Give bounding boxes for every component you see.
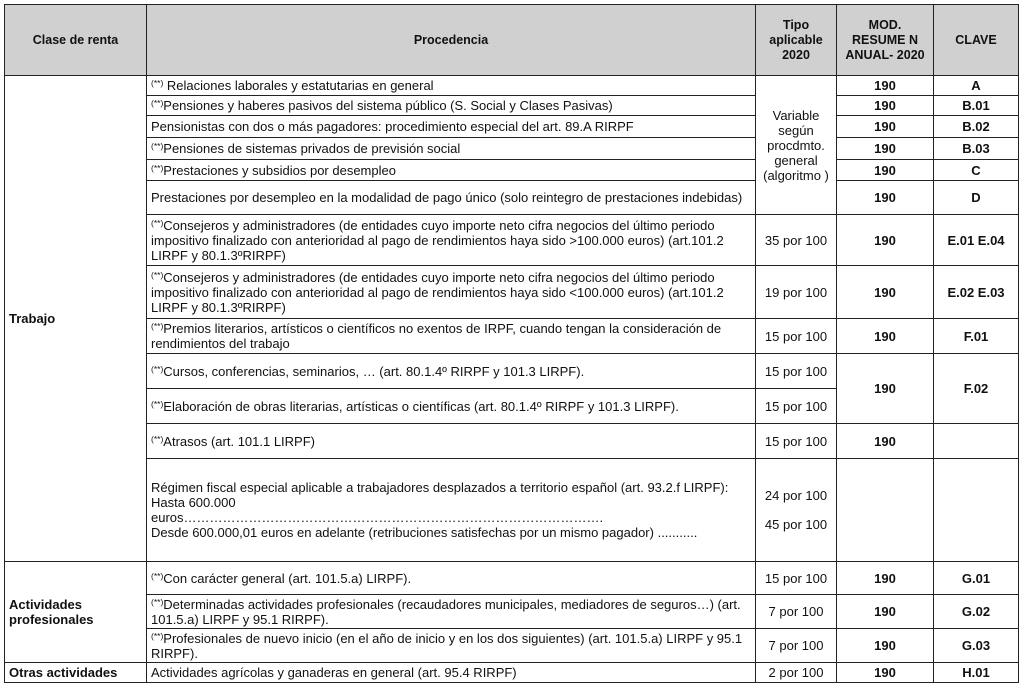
procedencia-cell: (**)Determinadas actividades profesionales (recaudadores municipales, mediadores de seguros…) (art. 101.5.a) LIRPF y 95.1 RIRPF).	[147, 595, 756, 629]
mod-cell: 190	[837, 116, 934, 138]
clave-cell: F.02	[934, 354, 1019, 424]
clave-cell: C	[934, 160, 1019, 181]
withholding-table	[4, 4, 1019, 683]
mod-cell: 190	[837, 181, 934, 215]
tipo-cell: 15 por 100	[756, 424, 837, 459]
procedencia-cell: Actividades agrícolas y ganaderas en general (art. 95.4 RIRPF)	[147, 663, 756, 683]
mod-cell: 190	[837, 663, 934, 683]
procedencia-cell: Pensionistas con dos o más pagadores: procedimiento especial del art. 89.A RIRPF	[147, 116, 756, 138]
footnote-marker: (**)	[151, 162, 164, 173]
tipo-cell: 15 por 100	[756, 562, 837, 595]
procedencia-cell: (**)Con carácter general (art. 101.5.a) LIRPF).	[147, 562, 756, 595]
clave-cell: G.02	[934, 595, 1019, 629]
procedencia-cell: Prestaciones por desempleo en la modalidad de pago único (solo reintegro de prestaciones indebidas)	[147, 181, 756, 215]
table-row	[5, 96, 1019, 116]
table-row	[5, 160, 1019, 181]
procedencia-cell: Régimen fiscal especial aplicable a trabajadores desplazados a territorio español (art. 93.2.f LIRPF): Hasta 600.000 euros……………………………………………………………………………………. Desde 600.000,01 euros en adelante (retribuciones satisfechas por un mismo pagador) ...........	[147, 459, 756, 562]
table-row	[5, 116, 1019, 138]
table-row	[5, 562, 1019, 595]
mod-cell: 190	[837, 629, 934, 663]
footnote-marker: (**)	[151, 398, 164, 409]
header-mod: MOD. RESUME N ANUAL- 2020	[837, 5, 934, 76]
clave-cell	[934, 459, 1019, 562]
procedencia-cell: (**)Consejeros y administradores (de entidades cuyo importe neto cifra negocios del último periodo impositivo finalizado con anterioridad al pago de rendimientos haya sido >100.000 euros) (art.101.2 LIRPF y 80.1.3ºRIRPF)	[147, 215, 756, 266]
footnote-marker: (**)	[151, 321, 164, 331]
mod-cell: 190	[837, 319, 934, 354]
tipo-cell: 2 por 100	[756, 663, 837, 683]
header-clave: CLAVE	[934, 5, 1019, 76]
table-row	[5, 319, 1019, 354]
clave-cell: E.01 E.04	[934, 215, 1019, 266]
procedencia-cell: (**)Cursos, conferencias, seminarios, … (art. 80.1.4º RIRPF y 101.3 LIRPF).	[147, 354, 756, 389]
footnote-marker: (**)	[151, 570, 164, 581]
tipo-cell: 15 por 100	[756, 319, 837, 354]
clave-cell	[934, 424, 1019, 459]
procedencia-cell: (**)Consejeros y administradores (de entidades cuyo importe neto cifra negocios del último periodo impositivo finalizado con anterioridad al pago de rendimientos haya sido <100.000 euros) (art.101.2 LIRPF y 80.1.3ºRIRPF)	[147, 266, 756, 319]
clave-cell: H.01	[934, 663, 1019, 683]
group-trabajo: Trabajo	[5, 76, 147, 562]
procedencia-cell: (**)Profesionales de nuevo inicio (en el año de inicio y en los dos siguientes) (art. 101.5.a) LIRPF y 95.1 RIRPF).	[147, 629, 756, 663]
group-otras: Otras actividades	[5, 663, 147, 683]
clave-cell: E.02 E.03	[934, 266, 1019, 319]
table-row	[5, 215, 1019, 266]
clave-cell: G.03	[934, 629, 1019, 663]
tipo-cell: 15 por 100	[756, 354, 837, 389]
table-row	[5, 629, 1019, 663]
footnote-marker: (**)	[151, 363, 164, 374]
procedencia-cell: (**)Prestaciones y subsidios por desempleo	[147, 160, 756, 181]
table-row	[5, 663, 1019, 683]
table-row	[5, 424, 1019, 459]
table-row	[5, 266, 1019, 319]
footnote-marker: (**)	[151, 269, 164, 280]
mod-cell: 190	[837, 562, 934, 595]
table-row	[5, 138, 1019, 160]
mod-cell: 190	[837, 76, 934, 96]
tipo-cell: 7 por 100	[756, 629, 837, 663]
clave-cell: B.01	[934, 96, 1019, 116]
footnote-marker: (**)	[151, 141, 164, 151]
footnote-marker: (**)	[151, 630, 164, 641]
mod-cell: 190	[837, 160, 934, 181]
procedencia-cell: (**)Elaboración de obras literarias, artísticas o científicas (art. 80.1.4º RIRPF y 101.3 LIRPF).	[147, 389, 756, 424]
mod-cell: 190	[837, 424, 934, 459]
procedencia-cell: (**)Atrasos (art. 101.1 LIRPF)	[147, 424, 756, 459]
table-row	[5, 354, 1019, 389]
header-clase: Clase de renta	[5, 5, 147, 76]
tipo-cell: 24 por 100 45 por 100	[756, 459, 837, 562]
procedencia-cell: (**) Relaciones laborales y estatutarias en general	[147, 76, 756, 96]
header-tipo: Tipo aplicable 2020	[756, 5, 837, 76]
tipo-general-cell: Variable según procdmto. general (algoritmo )	[756, 76, 837, 215]
header-row	[5, 5, 1019, 76]
footnote-marker: (**)	[151, 78, 164, 88]
clave-cell: B.03	[934, 138, 1019, 160]
clave-cell: D	[934, 181, 1019, 215]
footnote-marker: (**)	[151, 217, 164, 228]
group-actividades: Actividades profesionales	[5, 562, 147, 663]
mod-cell: 190	[837, 96, 934, 116]
tipo-cell: 15 por 100	[756, 389, 837, 424]
clave-cell: G.01	[934, 562, 1019, 595]
clave-cell: B.02	[934, 116, 1019, 138]
mod-cell	[837, 459, 934, 562]
mod-cell: 190	[837, 354, 934, 424]
table-row	[5, 181, 1019, 215]
mod-cell: 190	[837, 215, 934, 266]
footnote-marker: (**)	[151, 433, 164, 444]
tipo-cell: 7 por 100	[756, 595, 837, 629]
clave-cell: F.01	[934, 319, 1019, 354]
mod-cell: 190	[837, 266, 934, 319]
mod-cell: 190	[837, 595, 934, 629]
tipo-cell: 35 por 100	[756, 215, 837, 266]
footnote-marker: (**)	[151, 98, 164, 108]
procedencia-cell: (**)Pensiones de sistemas privados de previsión social	[147, 138, 756, 160]
footnote-marker: (**)	[151, 596, 164, 607]
table-row	[5, 595, 1019, 629]
table-row	[5, 76, 1019, 96]
header-procedencia: Procedencia	[147, 5, 756, 76]
procedencia-cell: (**)Pensiones y haberes pasivos del sistema público (S. Social y Clases Pasivas)	[147, 96, 756, 116]
table-row	[5, 459, 1019, 562]
mod-cell: 190	[837, 138, 934, 160]
clave-cell: A	[934, 76, 1019, 96]
procedencia-cell: (**)Premios literarios, artísticos o científicos no exentos de IRPF, cuando tengan la consideración de rendimientos del trabajo	[147, 319, 756, 354]
tipo-cell: 19 por 100	[756, 266, 837, 319]
